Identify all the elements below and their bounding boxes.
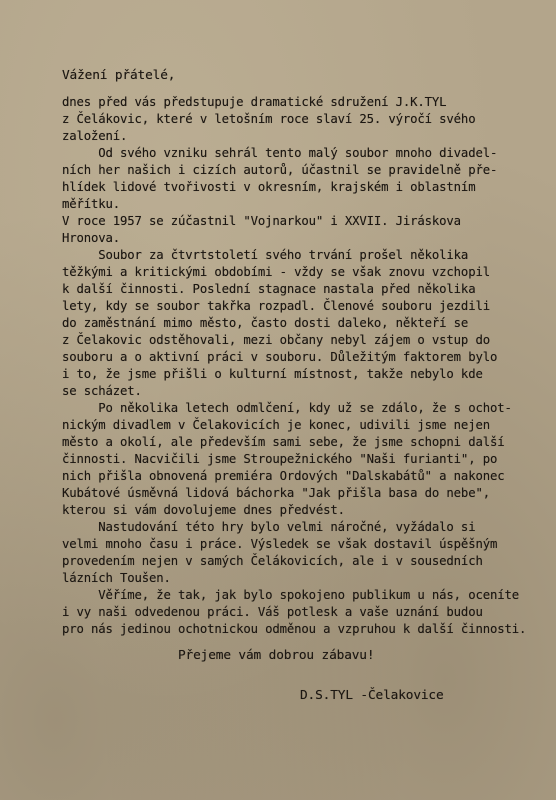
body-line: do zaměstnání mimo město, často dosti daleko, někteří se xyxy=(62,316,469,330)
body-line: Hronova. xyxy=(62,231,121,245)
body-line: V roce 1957 se zúčastnil "Vojnarkou" i XXVII. Jiráskova xyxy=(62,214,461,228)
salutation: Vážení přátelé, xyxy=(62,68,176,83)
body-line: i vy naši odvedenou práci. Váš potlesk a vaše uznání budou xyxy=(62,605,483,619)
body-line: město a okolí, ale především sami sebe, že jsme schopni další xyxy=(62,435,505,449)
body-line: se scházet. xyxy=(62,384,142,398)
body-line: Po několika letech odmlčení, kdy už se zdálo, že s ochot- xyxy=(62,401,512,415)
body-line: dnes před vás předstupuje dramatické sdružení J.K.TYL xyxy=(62,95,447,109)
signature: D.S.TYL -Čelakovice xyxy=(300,688,444,703)
body-line: Kubátové úsměvná lidová báchorka "Jak přišla basa do nebe", xyxy=(62,486,490,500)
body-line: lázních Toušen. xyxy=(62,571,171,585)
body-line: založení. xyxy=(62,129,128,143)
body-line: kterou si vám dovolujeme dnes předvést. xyxy=(62,503,345,517)
body-line: nich přišla obnovená premiéra Ordových "Dalskabátů" a nakonec xyxy=(62,469,505,483)
body-line: ních her našich i cizích autorů, účastnil se pravidelně pře- xyxy=(62,163,498,177)
body-line: z Čelákovic, které v letošním roce slaví 25. výročí svého xyxy=(62,112,476,126)
body-line: měřítku. xyxy=(62,197,121,211)
body-line: provedením nejen v samých Čelákovicích, ale i v sousedních xyxy=(62,554,483,568)
body-line: hlídek lidové tvořivosti v okresním, krajském i oblastním xyxy=(62,180,476,194)
body-line: z Čelakovic odstěhovali, mezi občany nebyl zájem o vstup do xyxy=(62,333,490,347)
body-line: k další činnosti. Poslední stagnace nastala před několika xyxy=(62,282,476,296)
body-line: souboru a o aktivní práci v souboru. Důležitým faktorem bylo xyxy=(62,350,498,364)
body-line: Od svého vzniku sehrál tento malý soubor mnoho divadel- xyxy=(62,146,498,160)
body-line: i to, že jsme přišli o kulturní místnost, takže nebylo kde xyxy=(62,367,483,381)
body-line: velmi mnoho času i práce. Výsledek se však dostavil úspěšným xyxy=(62,537,498,551)
body-line: Soubor za čtvrtstoletí svého trvání prošel několika xyxy=(62,248,469,262)
body-line: Nastudování této hry bylo velmi náročné, vyžádalo si xyxy=(62,520,476,534)
closing-line: Přejeme vám dobrou zábavu! xyxy=(178,648,375,663)
body-line: pro nás jedinou ochotnickou odměnou a vzpruhou k další činnosti. xyxy=(62,622,527,636)
body-line: lety, kdy se soubor takřka rozpadl. Členové souboru jezdili xyxy=(62,299,490,313)
body-line: činnosti. Nacvičili jsme Stroupežnického "Naši furianti", po xyxy=(62,452,498,466)
body-line: nickým divadlem v Čelakovicích je konec, udivili jsme nejen xyxy=(62,418,490,432)
body-line: Věříme, že tak, jak bylo spokojeno publikum u nás, oceníte xyxy=(62,588,519,602)
body-line: těžkými a kritickými obdobími - vždy se však znovu vzchopil xyxy=(62,265,490,279)
